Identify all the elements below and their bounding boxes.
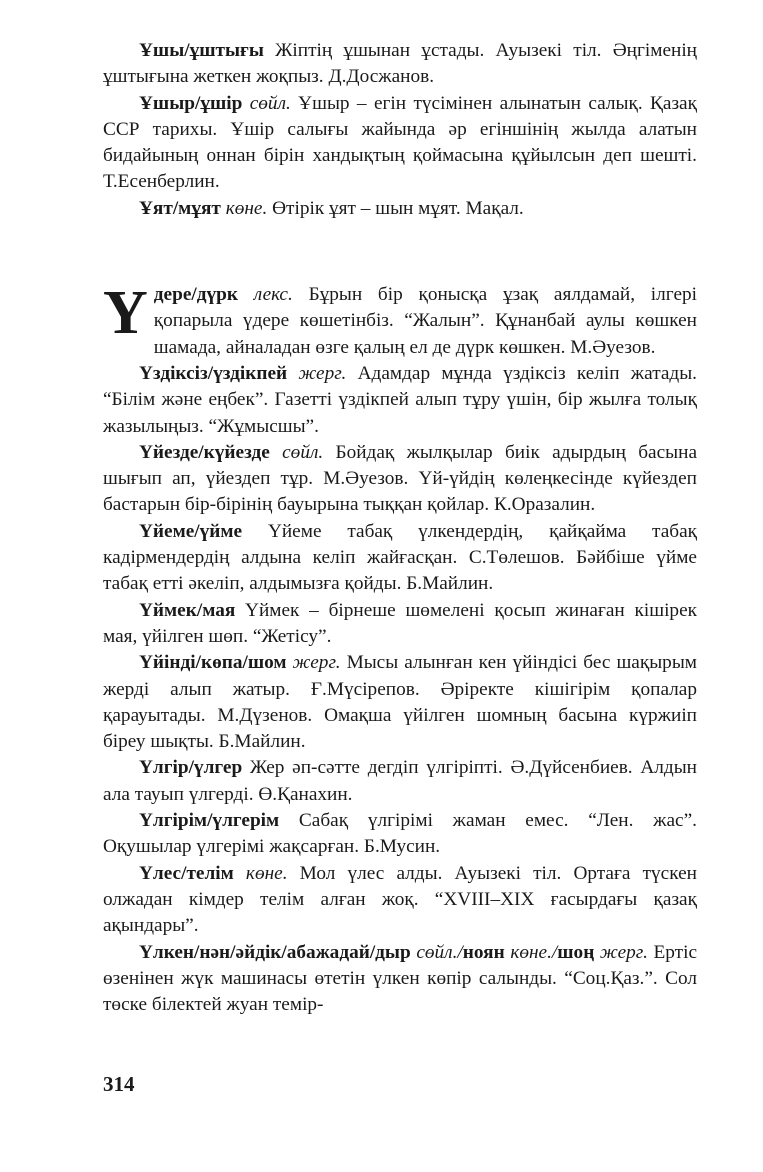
entry-text: Мысы алынған кен үйіндісі бес шақырым жерді алып жатыр. Ғ.Мүсірепов. Әріректе кішігірім қопалар қарауытады. М.Дүзенов. Омақша үйілген шомның басына күржиіп біреу шықты. Б.Майлин.	[103, 652, 697, 753]
entry-ules	[103, 861, 697, 940]
headword: Үлгір/үлгер	[139, 757, 243, 779]
entry-text: Сабақ үлгірімі жаман емес. “Лен. жас”. Оқушылар үлгерімі жақсарған. Б.Мусин.	[103, 810, 697, 858]
entry-uyeme	[103, 519, 697, 598]
entry-udere	[103, 279, 697, 361]
entry-ulgir	[103, 755, 697, 808]
dictionary-page	[103, 38, 697, 1018]
usage-label: жерг.	[286, 652, 341, 674]
headword: шоң	[557, 941, 595, 963]
usage-label: сөйл.	[269, 441, 324, 463]
entry-uyindi	[103, 650, 697, 755]
section-gap	[103, 222, 697, 282]
usage-label: көне.	[220, 197, 268, 219]
entry-text: Ертіс өзенінен жүк машинасы өтетін үлкен көпір салынды. “Соц.Қаз.”. Сол төске білектей жуан темір-	[103, 941, 698, 1016]
headword: Үлкен/нән/әйдік/абажадай/дыр	[139, 941, 411, 963]
headword: Ұшыр/ұшір	[139, 92, 243, 114]
usage-label: лекс.	[237, 284, 293, 306]
headword: Үлес/телім	[139, 862, 234, 884]
entry-text: Жер әп-сәтте дегдіп үлгіріпті. Ә.Дүйсенбиев. Алдын ала тауып үлгерді. Ө.Қанахин.	[103, 757, 697, 805]
page-number: 314	[103, 1072, 135, 1096]
entry-ulken	[103, 940, 697, 1019]
section-dropcap: Ү	[103, 279, 148, 348]
headword: Ұят/мұят	[139, 197, 221, 219]
headword: Ұшы/ұштығы	[139, 40, 264, 61]
headword: Үлгірім/үлгерім	[139, 810, 280, 832]
headword: ноян	[462, 941, 505, 963]
usage-label: жерг.	[287, 362, 347, 384]
usage-label: сөйл./	[410, 941, 463, 963]
entry-uyezde	[103, 440, 697, 519]
usage-label: сөйл.	[242, 92, 291, 114]
headword: дере/дүрк	[153, 284, 238, 306]
headword: Үйеме/үйме	[139, 520, 243, 542]
entry-text: Адамдар мұнда үздіксіз келіп жатады. “Білім және еңбек”. Газетті үздікпей алып тұру үшін, бір жылға толық жазылыңыз. “Жұмысшы”.	[103, 362, 697, 437]
usage-label: жерг.	[594, 941, 648, 963]
headword: Үймек/мая	[139, 599, 236, 621]
entry-ulgirim	[103, 808, 697, 861]
entry-text: Мол үлес алды. Ауызекі тіл. Ортаға түскен олжадан кімдер телім алған жоқ. “XVIII–XIX ғасырдағы қазақ ақындары”.	[103, 862, 697, 937]
entry-ushy	[103, 38, 697, 91]
entry-text: Бойдақ жылқылар биік адырдың басына шығып ап, үйездеп тұр. М.Әуезов. Үй-үйдің көлеңкесінде күйездеп бастарын бір-бірінің бауырына тыққан қойлар. К.Оразалин.	[103, 441, 697, 516]
entry-ushyr	[103, 91, 697, 196]
usage-label: көне.	[233, 862, 288, 884]
entry-text: Өтірік ұят – шын мұят. Мақал.	[267, 197, 524, 219]
entry-uymek	[103, 598, 697, 651]
entry-text: Ұшыр – егін түсімінен алынатын салық. Қазақ ССР тарихы. Ұшір салығы жайында әр егіншінің жылда алатын бидайының оннан бірін хандықтың қоймасына құйылсын деп шешті. Т.Есенберлин.	[103, 92, 697, 193]
entry-text: Үймек – бірнеше шөмелені қосып жинаған кішірек мая, үйілген шөп. “Жетісу”.	[103, 599, 697, 647]
entry-text: Үйеме табақ үлкендердің, қайқайма табақ кадірмендердің алдына келіп жайғасқан. С.Төлешов. Бәйбіше үйме табақ етті әкеліп, алдымызға қойды. Б.Майлин.	[103, 520, 697, 595]
headword: Үйінді/көпа/шом	[139, 652, 287, 674]
entry-uzdiksiz	[103, 361, 697, 440]
entry-text: Жіптің ұшынан ұстады. Ауызекі тіл. Әңгіменің ұштығына жеткен жоқпыз. Д.Досжанов.	[103, 40, 697, 88]
headword: Үйезде/күйезде	[139, 441, 270, 463]
headword: Үздіксіз/үздікпей	[139, 362, 288, 384]
usage-label: көне./	[504, 941, 558, 963]
entry-text: Бұрын бір қонысқа ұзақ аялдамай, ілгері қопарыла үдере көшетінбіз. “Жалын”. Құнанбай аулы көшкен шамада, айналадан өзге қалың ел де дүрк көшкен. М.Әуезов.	[153, 284, 697, 358]
entry-uyat	[103, 196, 697, 222]
